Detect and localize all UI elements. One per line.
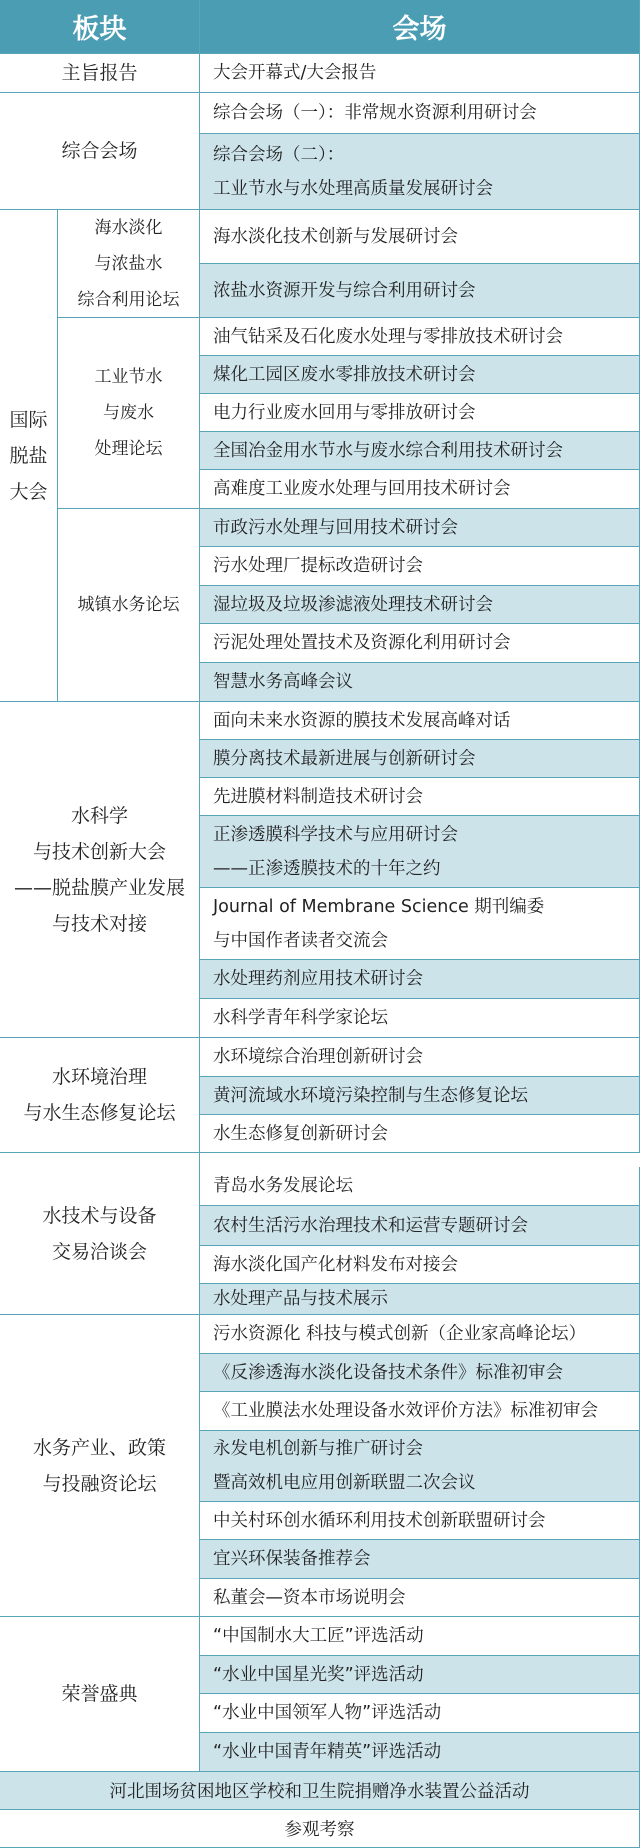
session-cell: “水业中国青年精英”评选活动 — [200, 1733, 640, 1772]
session-cell: 水生态修复创新研讨会 — [200, 1115, 640, 1153]
sub-block-label: 城镇水务论坛 — [58, 509, 200, 702]
header-block: 板块 — [0, 0, 200, 54]
block-label-comprehensive: 综合会场 — [0, 93, 200, 210]
session-cell: 青岛水务发展论坛 — [200, 1167, 640, 1206]
session-cell: 私董会—资本市场说明会 — [200, 1579, 640, 1617]
session-cell: 电力行业废水回用与零排放研讨会 — [200, 394, 640, 432]
block-label-honor: 荣誉盛典 — [0, 1617, 200, 1772]
session-cell: “中国制水大工匠”评选活动 — [200, 1617, 640, 1656]
session-cell: 水处理药剂应用技术研讨会 — [200, 960, 640, 999]
session-cell: 水科学青年科学家论坛 — [200, 999, 640, 1038]
charity-row: 河北围场贫困地区学校和卫生院捐赠净水装置公益活动 — [0, 1772, 640, 1810]
block-label-industry: 水务产业、政策 与投融资论坛 — [0, 1315, 200, 1617]
session-cell: 全国冶金用水节水与废水综合利用技术研讨会 — [200, 432, 640, 470]
session-cell: 大会开幕式/大会报告 — [200, 54, 640, 93]
session-cell: 中关村环创水循环利用技术创新联盟研讨会 — [200, 1502, 640, 1540]
session-cell: 浓盐水资源开发与综合利用研讨会 — [200, 264, 640, 318]
block-label-environment: 水环境治理 与水生态修复论坛 — [0, 1038, 200, 1153]
session-cell: “水业中国领军人物”评选活动 — [200, 1694, 640, 1733]
session-cell: 《反渗透海水淡化设备技术条件》标准初审会 — [200, 1354, 640, 1392]
session-cell: 农村生活污水治理技术和运营专题研讨会 — [200, 1206, 640, 1246]
session-cell: 高难度工业废水处理与回用技术研讨会 — [200, 470, 640, 509]
session-cell: 先进膜材料制造技术研讨会 — [200, 778, 640, 816]
sub-block-label: 海水淡化 与浓盐水 综合利用论坛 — [58, 210, 200, 318]
block-label-desal: 国际 脱盐 大会 — [0, 210, 58, 702]
session-cell: 海水淡化技术创新与发展研讨会 — [200, 210, 640, 264]
session-cell: 水环境综合治理创新研讨会 — [200, 1038, 640, 1077]
sub-block-label: 工业节水 与废水 处理论坛 — [58, 318, 200, 509]
session-cell: “水业中国星光奖”评选活动 — [200, 1656, 640, 1694]
visit-row: 参观考察 — [0, 1810, 640, 1848]
session-cell: 油气钻采及石化废水处理与零排放技术研讨会 — [200, 318, 640, 356]
session-cell: 综合会场（二）： 工业节水与水处理高质量发展研讨会 — [200, 134, 640, 210]
session-cell: 宜兴环保装备推荐会 — [200, 1540, 640, 1579]
session-cell: 海水淡化国产化材料发布对接会 — [200, 1246, 640, 1284]
session-cell: 水处理产品与技术展示 — [200, 1284, 640, 1315]
session-cell: 污水资源化 科技与模式创新（企业家高峰论坛） — [200, 1315, 640, 1354]
session-cell: 正渗透膜科学技术与应用研讨会 ——正渗透膜技术的十年之约 — [200, 816, 640, 888]
block-label-trade: 水技术与设备 交易洽谈会 — [0, 1153, 200, 1315]
session-cell: 《工业膜法水处理设备水效评价方法》标准初审会 — [200, 1392, 640, 1431]
block-label-keynote: 主旨报告 — [0, 54, 200, 93]
session-cell: 污泥处理处置技术及资源化利用研讨会 — [200, 624, 640, 663]
session-cell: 黄河流域水环境污染控制与生态修复论坛 — [200, 1077, 640, 1115]
session-cell: 综合会场（一）：非常规水资源利用研讨会 — [200, 93, 640, 134]
session-cell: 面向未来水资源的膜技术发展高峰对话 — [200, 702, 640, 740]
session-cell: 煤化工园区废水零排放技术研讨会 — [200, 356, 640, 394]
session-cell: 污水处理厂提标改造研讨会 — [200, 547, 640, 586]
session-cell: 湿垃圾及垃圾渗滤液处理技术研讨会 — [200, 586, 640, 624]
header-venue: 会场 — [200, 0, 640, 54]
session-cell: 膜分离技术最新进展与创新研讨会 — [200, 740, 640, 778]
session-cell: Journal of Membrane Science 期刊编委 与中国作者读者交流会 — [200, 888, 640, 960]
session-cell: 永发电机创新与推广研讨会 暨高效机电应用创新联盟二次会议 — [200, 1431, 640, 1502]
block-label-science: 水科学 与技术创新大会 ——脱盐膜产业发展 与技术对接 — [0, 702, 200, 1038]
session-cell: 市政污水处理与回用技术研讨会 — [200, 509, 640, 547]
session-cell: 智慧水务高峰会议 — [200, 663, 640, 702]
